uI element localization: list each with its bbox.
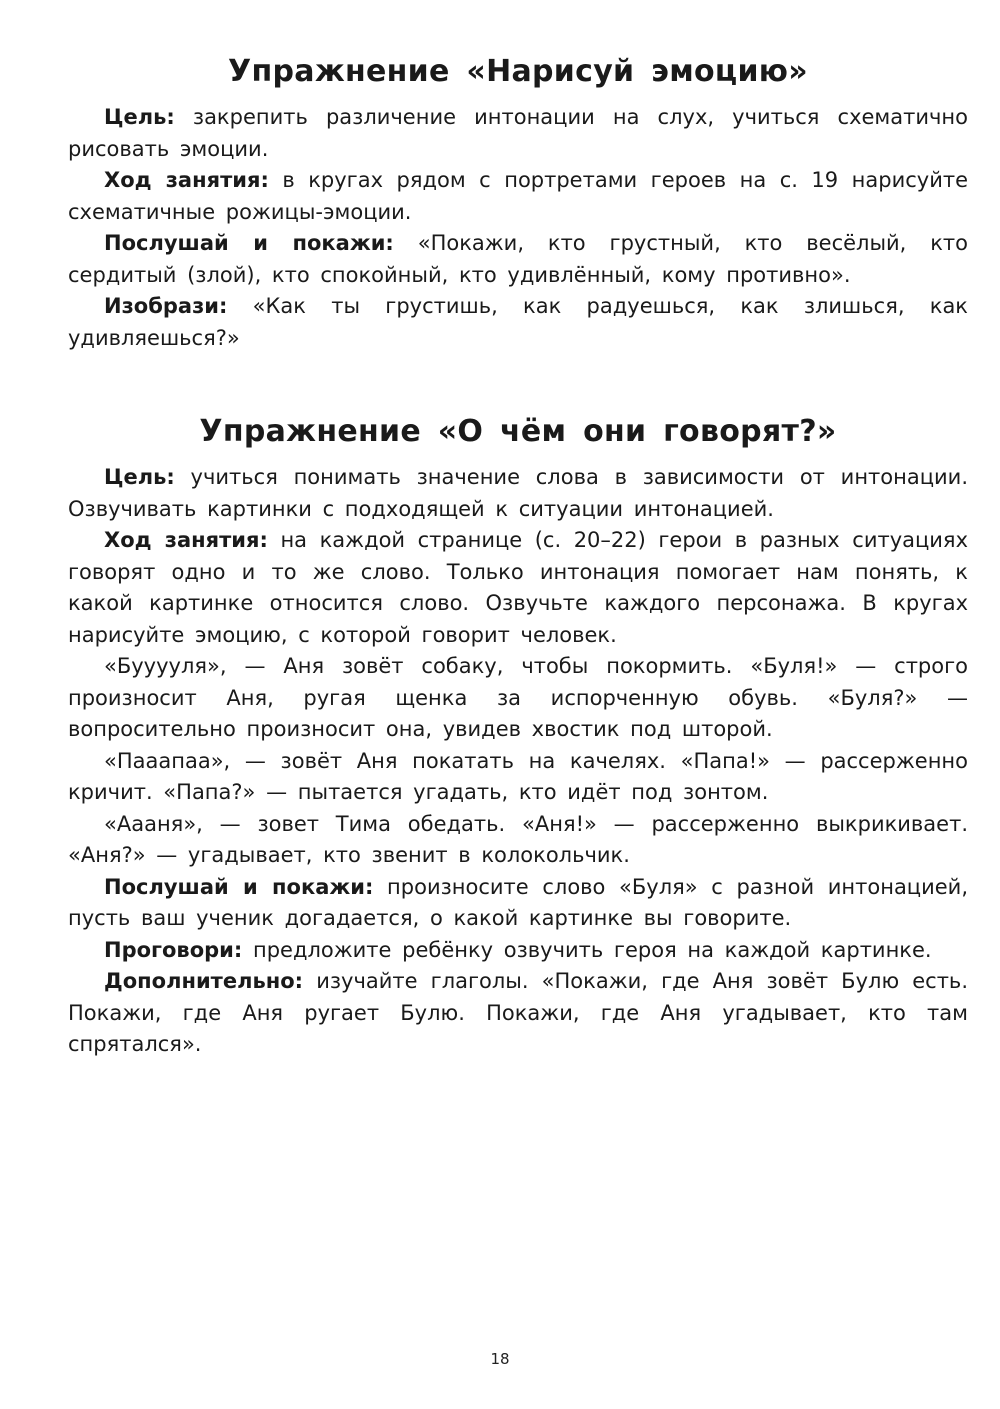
paragraph-label: Послушай и покажи: [104,874,374,899]
paragraph-label: Ход занятия: [104,528,268,552]
paragraph-label: Изобрази: [104,294,228,318]
paragraph-label: Ход занятия: [104,168,269,192]
paragraph-speak [68,935,968,967]
paragraph-depict [68,291,968,354]
paragraph-text: «Аааня», — зовет Тима обедать. «Аня!» — рассерженно выкрикивает. «Аня?» — угадывает, кто звенит в колокольчик. [68,811,968,867]
paragraph-label: Дополнительно: [104,969,304,993]
section-title-draw-emotion: Упражнение «Нарисуй эмоцию» [228,54,808,89]
paragraph-text: произносите слово «Буля» с разной интонацией, пусть ваш ученик догадается, о какой картинке вы говорите. [68,874,968,930]
paragraph-example-anya [68,809,968,872]
paragraph-text: в кругах рядом с портретами героев на с. 19 нарисуйте схематичные рожицы-эмоции. [68,168,968,224]
paragraph-text: изучайте глаголы. «Покажи, где Аня зовёт Булю есть. Покажи, где Аня ругает Булю. Покажи, где Аня угадывает, кто там спрятался». [68,969,968,1056]
paragraph-procedure [68,525,968,651]
paragraph-label: Цель: [104,105,175,129]
section-body-what-they-say [68,462,968,1061]
paragraph-text: предложите ребёнку озвучить героя на каждой картинке. [242,937,932,962]
section-body-draw-emotion [68,102,968,354]
paragraph-text: «Бууууля», — Аня зовёт собаку, чтобы покормить. «Буля!» — строго произносит Аня, ругая щенка за испорченную обувь. «Буля?» — вопросительно произносит она, увидев хвостик под шторой. [68,654,968,741]
paragraph-text: «Покажи, кто грустный, кто весёлый, кто сердитый (злой), кто спокойный, кто удивлённый, кому противно». [68,231,969,287]
paragraph-text: на каждой странице (с. 20–22) герои в разных ситуациях говорят одно и то же слово. Только интонация помогает нам понять, к какой картинке относится слово. Озвучьте каждого персонажа. В кругах нарисуйте эмоцию, с которой говорит человек. [68,528,968,647]
paragraph-label: Цель: [104,465,175,489]
page-number: 18 [490,1350,510,1368]
paragraph-label: Проговори: [104,937,243,962]
paragraph-example-bulya [68,651,968,746]
paragraph-listen-and-show [68,872,968,935]
section-title-what-they-say: Упражнение «О чём они говорят?» [199,414,837,449]
paragraph-label: Послушай и покажи: [104,231,394,255]
paragraph-text: «Пааапаа», — зовёт Аня покатать на качелях. «Папа!» — рассерженно кричит. «Папа?» — пытается угадать, кто идёт под зонтом. [68,748,968,804]
paragraph-example-papa [68,746,968,809]
paragraph-additional [68,966,968,1061]
paragraph-text: «Как ты грустишь, как радуешься, как злишься, как удивляешься?» [68,294,968,350]
paragraph-procedure [68,165,968,228]
paragraph-listen-and-show [68,228,968,291]
paragraph-goal [68,102,968,165]
paragraph-goal [68,462,968,525]
paragraph-text: закрепить различение интонации на слух, учиться схематично рисовать эмоции. [68,105,968,161]
paragraph-text: учиться понимать значение слова в зависимости от интонации. Озвучивать картинки с подходящей к ситуации интонацией. [68,465,968,521]
